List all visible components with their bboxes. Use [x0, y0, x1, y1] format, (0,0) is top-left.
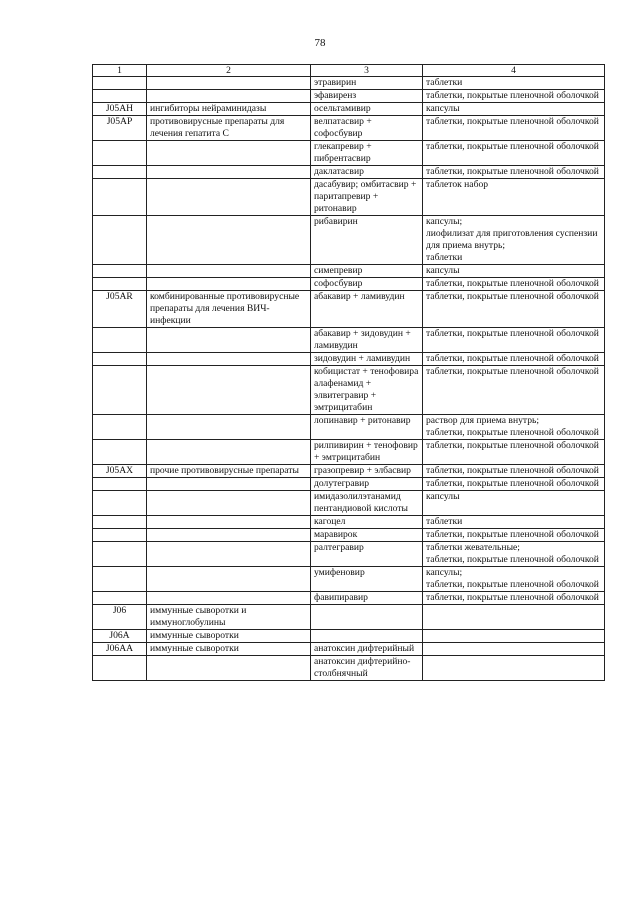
column-number-3: 3 — [311, 65, 423, 77]
group-name-cell — [147, 592, 311, 605]
drug-name-cell: симепревир — [311, 265, 423, 278]
table-row — [93, 491, 605, 516]
dosage-form-cell — [423, 605, 605, 630]
group-name-cell — [147, 328, 311, 353]
atc-code-cell: J06A — [93, 630, 147, 643]
table-body — [93, 77, 605, 681]
dosage-form-cell: таблетки, покрытые пленочной оболочкой — [423, 366, 605, 415]
drug-name-cell: даклатасвир — [311, 166, 423, 179]
column-number-1: 1 — [93, 65, 147, 77]
column-number-2: 2 — [147, 65, 311, 77]
dosage-form-cell: таблетки, покрытые пленочной оболочкой — [423, 353, 605, 366]
dosage-form-cell: таблетки жевательные; таблетки, покрытые пленочной оболочкой — [423, 542, 605, 567]
table-row — [93, 656, 605, 681]
page-number: 78 — [314, 37, 326, 49]
group-name-cell — [147, 542, 311, 567]
dosage-form-cell: таблетки, покрытые пленочной оболочкой — [423, 90, 605, 103]
atc-code-cell — [93, 353, 147, 366]
dosage-form-cell — [423, 630, 605, 643]
dosage-form-cell — [423, 643, 605, 656]
dosage-form-cell: таблетки, покрытые пленочной оболочкой — [423, 529, 605, 542]
atc-code-cell — [93, 265, 147, 278]
table-row — [93, 567, 605, 592]
group-name-cell — [147, 366, 311, 415]
drug-name-cell: маравирок — [311, 529, 423, 542]
table-row — [93, 291, 605, 328]
atc-code-cell — [93, 328, 147, 353]
table-row — [93, 278, 605, 291]
drug-name-cell: софосбувир — [311, 278, 423, 291]
table-header-row — [93, 65, 605, 77]
drug-name-cell: фавипиравир — [311, 592, 423, 605]
atc-code-cell — [93, 216, 147, 265]
table-row — [93, 465, 605, 478]
drug-name-cell: рилпивирин + тенофовир + эмтрицитабин — [311, 440, 423, 465]
group-name-cell — [147, 656, 311, 681]
table-row — [93, 643, 605, 656]
table-row — [93, 166, 605, 179]
group-name-cell: противовирусные препараты для лечения гепатита С — [147, 116, 311, 141]
table-row — [93, 77, 605, 90]
drug-name-cell: осельтамивир — [311, 103, 423, 116]
table-row — [93, 516, 605, 529]
group-name-cell — [147, 491, 311, 516]
drug-name-cell: ралтегравир — [311, 542, 423, 567]
table-row — [93, 605, 605, 630]
dosage-form-cell: таблетки, покрытые пленочной оболочкой — [423, 440, 605, 465]
drug-name-cell: кобицистат + тенофовира алафенамид + элвитегравир + эмтрицитабин — [311, 366, 423, 415]
drug-name-cell: гразопревир + элбасвир — [311, 465, 423, 478]
dosage-form-cell: капсулы; таблетки, покрытые пленочной оболочкой — [423, 567, 605, 592]
group-name-cell — [147, 529, 311, 542]
group-name-cell — [147, 516, 311, 529]
group-name-cell — [147, 278, 311, 291]
drug-name-cell: долутегравир — [311, 478, 423, 491]
group-name-cell — [147, 478, 311, 491]
dosage-form-cell: таблетки, покрытые пленочной оболочкой — [423, 291, 605, 328]
atc-code-cell — [93, 440, 147, 465]
group-name-cell — [147, 216, 311, 265]
dosage-form-cell: капсулы — [423, 103, 605, 116]
atc-code-cell — [93, 77, 147, 90]
drug-name-cell: велпатасвир + софосбувир — [311, 116, 423, 141]
dosage-form-cell: капсулы — [423, 265, 605, 278]
drug-name-cell: зидовудин + ламивудин — [311, 353, 423, 366]
atc-code-cell — [93, 542, 147, 567]
atc-code-cell — [93, 166, 147, 179]
group-name-cell — [147, 77, 311, 90]
group-name-cell: ингибиторы нейраминидазы — [147, 103, 311, 116]
atc-code-cell — [93, 567, 147, 592]
group-name-cell: иммунные сыворотки — [147, 643, 311, 656]
dosage-form-cell: капсулы; лиофилизат для приготовления суспензии для приема внутрь; таблетки — [423, 216, 605, 265]
table-row — [93, 630, 605, 643]
drug-name-cell: абакавир + зидовудин + ламивудин — [311, 328, 423, 353]
medication-table — [92, 64, 605, 681]
atc-code-cell — [93, 278, 147, 291]
drug-name-cell: анатоксин дифтерийно-столбнячный — [311, 656, 423, 681]
column-number-4: 4 — [423, 65, 605, 77]
dosage-form-cell: таблетки, покрытые пленочной оболочкой — [423, 141, 605, 166]
group-name-cell: иммунные сыворотки и иммуноглобулины — [147, 605, 311, 630]
drug-name-cell: абакавир + ламивудин — [311, 291, 423, 328]
group-name-cell — [147, 353, 311, 366]
drug-name-cell: рибавирин — [311, 216, 423, 265]
dosage-form-cell: таблетки — [423, 516, 605, 529]
atc-code-cell — [93, 529, 147, 542]
dosage-form-cell: таблетки, покрытые пленочной оболочкой — [423, 328, 605, 353]
group-name-cell — [147, 90, 311, 103]
drug-name-cell — [311, 630, 423, 643]
atc-code-cell — [93, 141, 147, 166]
table-row — [93, 529, 605, 542]
dosage-form-cell: таблетки, покрытые пленочной оболочкой — [423, 465, 605, 478]
group-name-cell — [147, 415, 311, 440]
atc-code-cell — [93, 592, 147, 605]
atc-code-cell — [93, 478, 147, 491]
table-row — [93, 440, 605, 465]
table-header — [93, 65, 605, 77]
atc-code-cell: J05AX — [93, 465, 147, 478]
atc-code-cell — [93, 90, 147, 103]
drug-name-cell: дасабувир; омбитасвир + паритапревир + ритонавир — [311, 179, 423, 216]
table-row — [93, 216, 605, 265]
group-name-cell: прочие противовирусные препараты — [147, 465, 311, 478]
table-row — [93, 415, 605, 440]
dosage-form-cell: таблетки — [423, 77, 605, 90]
table-row — [93, 478, 605, 491]
drug-name-cell — [311, 605, 423, 630]
dosage-form-cell: таблетки, покрытые пленочной оболочкой — [423, 166, 605, 179]
table-row — [93, 90, 605, 103]
table-row — [93, 179, 605, 216]
group-name-cell — [147, 166, 311, 179]
table-row — [93, 353, 605, 366]
atc-code-cell: J06AA — [93, 643, 147, 656]
table-row — [93, 141, 605, 166]
table-row — [93, 542, 605, 567]
atc-code-cell: J05AH — [93, 103, 147, 116]
drug-name-cell: анатоксин дифтерийный — [311, 643, 423, 656]
group-name-cell — [147, 141, 311, 166]
table-row — [93, 366, 605, 415]
atc-code-cell — [93, 415, 147, 440]
dosage-form-cell: раствор для приема внутрь; таблетки, покрытые пленочной оболочкой — [423, 415, 605, 440]
dosage-form-cell: таблетки, покрытые пленочной оболочкой — [423, 478, 605, 491]
atc-code-cell — [93, 366, 147, 415]
group-name-cell: комбинированные противовирусные препараты для лечения ВИЧ-инфекции — [147, 291, 311, 328]
dosage-form-cell: таблетки, покрытые пленочной оболочкой — [423, 278, 605, 291]
atc-code-cell — [93, 491, 147, 516]
drug-name-cell: глекапревир + пибрентасвир — [311, 141, 423, 166]
group-name-cell: иммунные сыворотки — [147, 630, 311, 643]
atc-code-cell: J06 — [93, 605, 147, 630]
table-row — [93, 592, 605, 605]
drug-name-cell: эфавиренз — [311, 90, 423, 103]
group-name-cell — [147, 567, 311, 592]
atc-code-cell — [93, 656, 147, 681]
group-name-cell — [147, 440, 311, 465]
drug-name-cell: имидазолилэтанамид пентандиовой кислоты — [311, 491, 423, 516]
drug-name-cell: этравирин — [311, 77, 423, 90]
dosage-form-cell: таблеток набор — [423, 179, 605, 216]
table-row — [93, 328, 605, 353]
table-row — [93, 116, 605, 141]
dosage-form-cell: таблетки, покрытые пленочной оболочкой — [423, 116, 605, 141]
dosage-form-cell: капсулы — [423, 491, 605, 516]
table-row — [93, 265, 605, 278]
drug-name-cell: кагоцел — [311, 516, 423, 529]
atc-code-cell — [93, 516, 147, 529]
atc-code-cell: J05AP — [93, 116, 147, 141]
group-name-cell — [147, 265, 311, 278]
table-row — [93, 103, 605, 116]
atc-code-cell — [93, 179, 147, 216]
atc-code-cell: J05AR — [93, 291, 147, 328]
group-name-cell — [147, 179, 311, 216]
drug-name-cell: лопинавир + ритонавир — [311, 415, 423, 440]
drug-name-cell: умифеновир — [311, 567, 423, 592]
dosage-form-cell — [423, 656, 605, 681]
dosage-form-cell: таблетки, покрытые пленочной оболочкой — [423, 592, 605, 605]
